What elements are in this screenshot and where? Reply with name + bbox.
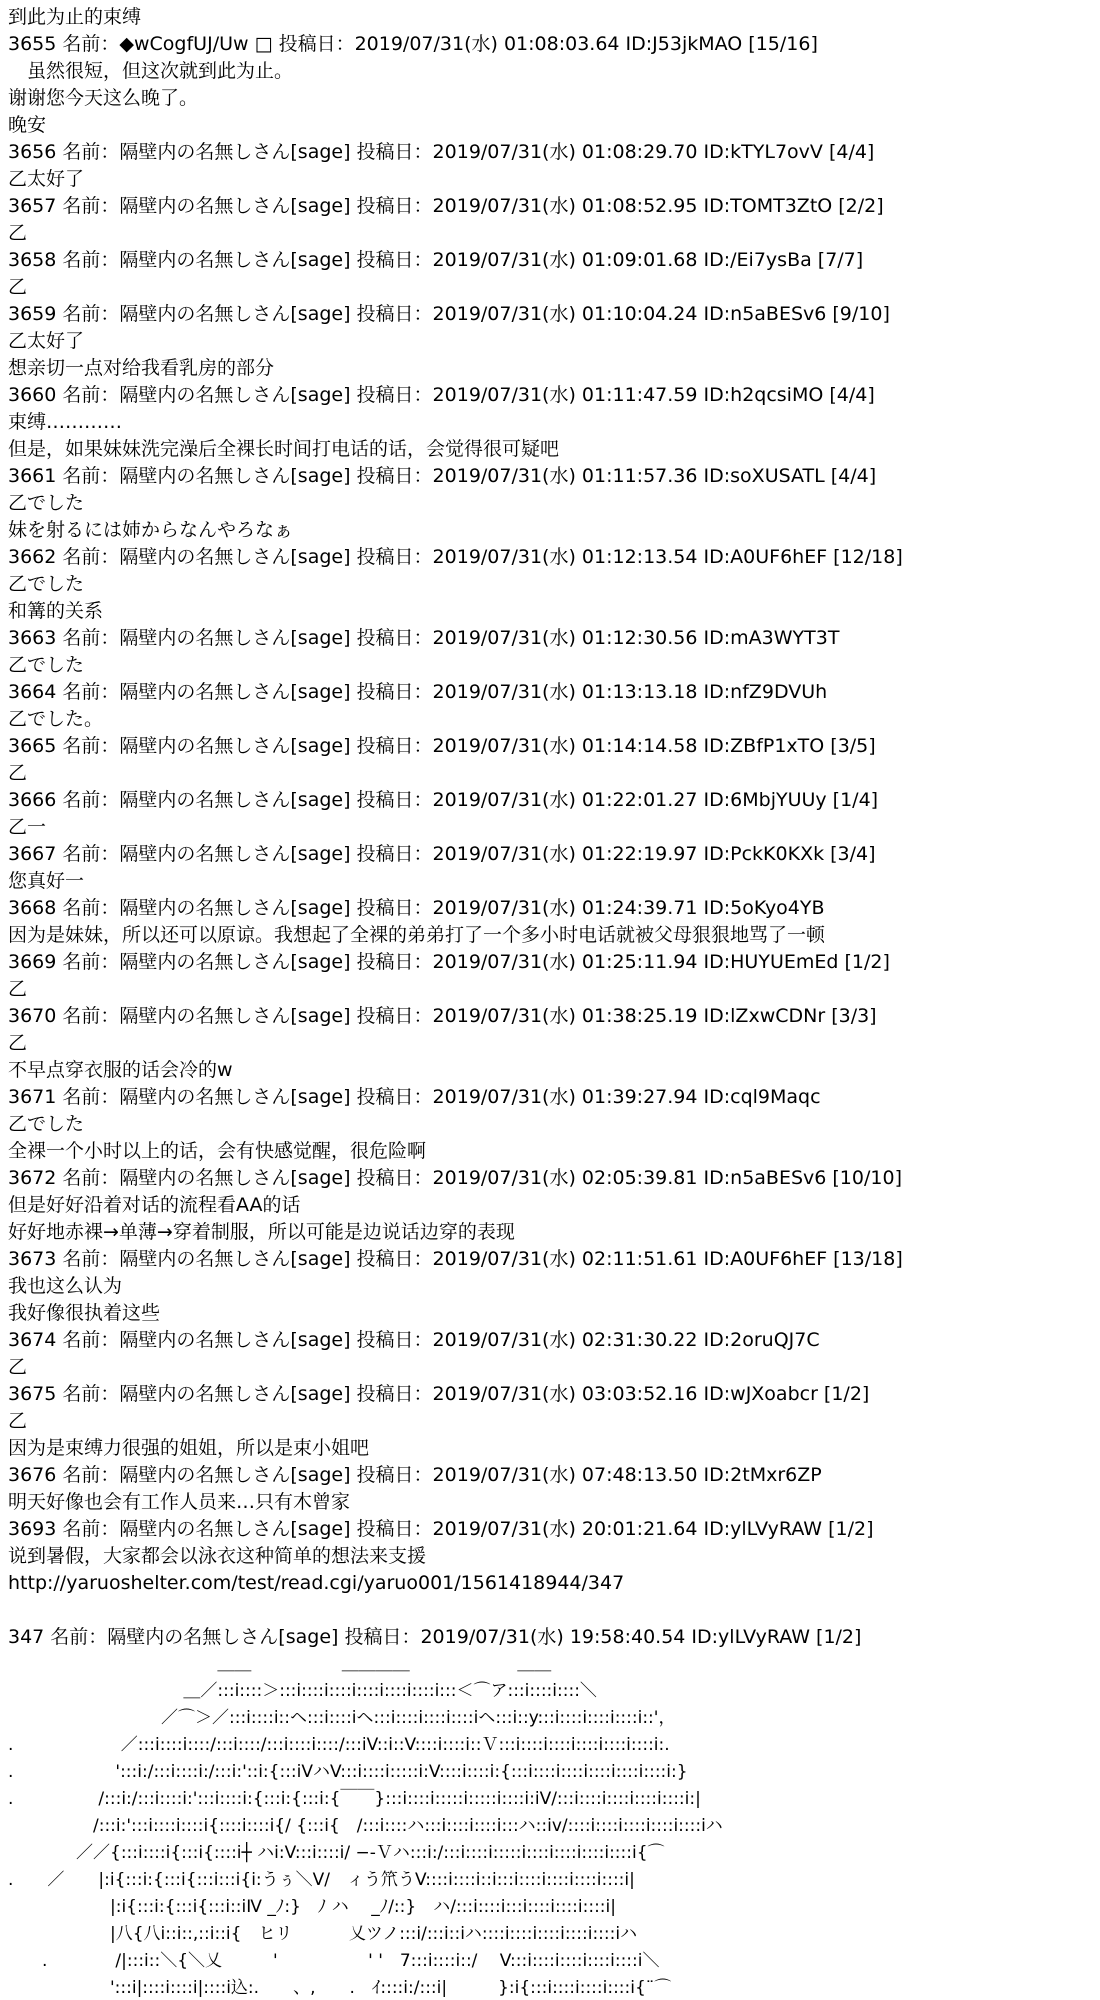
post-text: 乙でした。 <box>8 708 104 730</box>
ascii-art-line: ／⌒＞／:::i::::i::ヘ:::i::::iヘ:::i::::i::::i::::iヘ:::i::y:::i::::i::::i::::i::'， <box>8 1708 676 1728</box>
post-text: 乙でした <box>8 492 85 514</box>
post-text: 乙でした <box>8 573 85 595</box>
post-text: 和篝的关系 <box>8 600 104 622</box>
ascii-art-line: ＿／:::i::::＞:::i::::i::::i::::i::::i::::i:::＜⌒ア:::i::::i::::＼ <box>8 1681 597 1701</box>
post-text: 想亲切一点对给我看乳房的部分 <box>8 357 275 379</box>
ascii-art-line: . /:::i:/:::i::::i:':::i::::i:{:::i:{:::i:{￣￣}:::i::::i:::::i:::::i::::i:iV/:::i::::i::::i::::i::::i:| <box>8 1789 701 1809</box>
post-header: 3672 名前：隔壁内の名無しさん[sage] 投稿日：2019/07/31(水) 02:05:39.81 ID:n5aBESv6 [10/10] <box>8 1167 902 1189</box>
ascii-art-line: ＿＿ ＿＿＿＿ ＿＿ <box>8 1654 552 1674</box>
ascii-art-line: |八{八i::i::,::i::i{ ヒリ 乂ツノ:::i/:::i::iハ::::i::::i::::i::::i::::iハ <box>8 1924 638 1944</box>
ascii-art-line: . ／ |:i{:::i:{:::i{:::i:::i{i:うぅ＼V/ ィう笊うV::::i::::i::i:::i::::i::::i::::i::::i| <box>8 1870 635 1890</box>
post-text: 全裸一个小时以上的话，会有快感觉醒，很危险啊 <box>8 1140 427 1162</box>
post-text: 乙一 <box>8 816 47 838</box>
post-header: 3674 名前：隔壁内の名無しさん[sage] 投稿日：2019/07/31(水) 02:31:30.22 ID:2oruQJ7C <box>8 1329 820 1351</box>
ascii-art-line: /:::i:':::i::::i::::i{::::i::::i{/ {:::i{ /:::i::::ハ:::i::::i::::i:::ハ::iv/::::i::::i::::i::::i::::iハ <box>8 1816 723 1836</box>
post-header: 3670 名前：隔壁内の名無しさん[sage] 投稿日：2019/07/31(水) 01:38:25.19 ID:lZxwCDNr [3/3] <box>8 1005 877 1027</box>
post-text: 乙でした <box>8 654 85 676</box>
post-text <box>8 1597 1092 1624</box>
post-header: 3671 名前：隔壁内の名無しさん[sage] 投稿日：2019/07/31(水) 01:39:27.94 ID:cql9Maqc <box>8 1086 821 1108</box>
post-text: 乙太好了 <box>8 330 85 352</box>
post-text: 但是好好沿着对话的流程看AA的话 <box>8 1194 301 1216</box>
post-header: 3657 名前：隔壁内の名無しさん[sage] 投稿日：2019/07/31(水) 01:08:52.95 ID:TOMT3ZtO [2/2] <box>8 195 884 217</box>
post-text: 我也这么认为 <box>8 1275 123 1297</box>
post-list <box>8 4 1092 1651</box>
thread-link[interactable]: http://yaruoshelter.com/test/read.cgi/yaruo001/1561418944/347 <box>8 1572 625 1594</box>
post-header: 3659 名前：隔壁内の名無しさん[sage] 投稿日：2019/07/31(水) 01:10:04.24 ID:n5aBESv6 [9/10] <box>8 303 890 325</box>
ascii-art-line: . ':::i:/:::i::::i:/:::i:'::i:{:::iVハV:::i::::i:::::i:V::::i::::i:{:::i::::i::::i::::i::::i::::i:} <box>8 1762 688 1782</box>
post-text: 妹を射るには姉からなんやろなぁ <box>8 519 294 541</box>
post-text: 因为是束缚力很强的姐姐，所以是束小姐吧 <box>8 1437 370 1459</box>
post-text: 乙 <box>8 978 28 1000</box>
post-header: 3673 名前：隔壁内の名無しさん[sage] 投稿日：2019/07/31(水) 02:11:51.61 ID:A0UF6hEF [13/18] <box>8 1248 903 1270</box>
ascii-art-line: . /|:::i::＼{＼乂 ' ' ' 7:::i::::i::/ V:::i::::i::::i::::i::::i＼ <box>8 1951 660 1971</box>
post-text: 乙 <box>8 762 28 784</box>
post-header: 3669 名前：隔壁内の名無しさん[sage] 投稿日：2019/07/31(水) 01:25:11.94 ID:HUYUEmEd [1/2] <box>8 951 890 973</box>
post-header: 3664 名前：隔壁内の名無しさん[sage] 投稿日：2019/07/31(水) 01:13:13.18 ID:nfZ9DVUh <box>8 681 828 703</box>
post-text: 乙 <box>8 1410 28 1432</box>
post-text: 明天好像也会有工作人员来…只有木曾家 <box>8 1491 351 1513</box>
post-text: 说到暑假，大家都会以泳衣这种简单的想法来支援 <box>8 1545 427 1567</box>
ascii-art-line: ':::i|::::i::::i|::::i込:. 、, . ｲ::::i:/:::i| }:i{:::i::::i::::i::::i{¨⌒ <box>8 1978 672 1998</box>
post-header: 3658 名前：隔壁内の名無しさん[sage] 投稿日：2019/07/31(水) 01:09:01.68 ID:/Ei7ysBa [7/7] <box>8 249 864 271</box>
post-text: 乙 <box>8 276 28 298</box>
post-text: 束缚………… <box>8 411 123 433</box>
post-text: 乙 <box>8 1356 28 1378</box>
post-header: 3667 名前：隔壁内の名無しさん[sage] 投稿日：2019/07/31(水) 01:22:19.97 ID:PckK0KXk [3/4] <box>8 843 876 865</box>
post-header: 3655 名前：◆wCogfUJ/Uw □ 投稿日：2019/07/31(水) 01:08:03.64 ID:J53jkMAO [15/16] <box>8 33 818 55</box>
post-header: 3668 名前：隔壁内の名無しさん[sage] 投稿日：2019/07/31(水) 01:24:39.71 ID:5oKyo4YB <box>8 897 825 919</box>
post-text: 乙太好了 <box>8 168 85 190</box>
post-header: 3665 名前：隔壁内の名無しさん[sage] 投稿日：2019/07/31(水) 01:14:14.58 ID:ZBfP1xTO [3/5] <box>8 735 876 757</box>
post-header: 3676 名前：隔壁内の名無しさん[sage] 投稿日：2019/07/31(水) 07:48:13.50 ID:2tMxr6ZP <box>8 1464 822 1486</box>
post-text: 晚安 <box>8 114 47 136</box>
post-text: 乙でした <box>8 1113 85 1135</box>
post-header: 3661 名前：隔壁内の名無しさん[sage] 投稿日：2019/07/31(水) 01:11:57.36 ID:soXUSATL [4/4] <box>8 465 877 487</box>
post-header: 3675 名前：隔壁内の名無しさん[sage] 投稿日：2019/07/31(水) 03:03:52.16 ID:wJXoabcr [1/2] <box>8 1383 870 1405</box>
ascii-art-line: . ／:::i::::i::::/:::i::::/:::i::::i::::/:::iV::i::V::::i::::i::Ｖ:::i::::i::::i::::i::::i::::i:. <box>8 1735 670 1755</box>
post-header: 347 名前：隔壁内の名無しさん[sage] 投稿日：2019/07/31(水) 19:58:40.54 ID:ylLVyRAW [1/2] <box>8 1626 862 1648</box>
ascii-art-line: ／／{:::i::::i{:::i{::::i┼ ハi:V:::i::::i/ −-Ｖハ:::i:/:::i::::i:::::i::::i::::i::::i::::i{⌒ <box>8 1843 665 1863</box>
post-text: 因为是妹妹，所以还可以原谅。我想起了全裸的弟弟打了一个多小时电话就被父母狠狠地骂了一顿 <box>8 924 826 946</box>
post-text: 乙 <box>8 1032 28 1054</box>
post-text: 乙 <box>8 222 28 244</box>
post-text: 好好地赤裸→单薄→穿着制服，所以可能是边说话边穿的表现 <box>8 1221 515 1243</box>
post-text: 但是，如果妹妹洗完澡后全裸长时间打电话的话，会觉得很可疑吧 <box>8 438 560 460</box>
post-header: 3663 名前：隔壁内の名無しさん[sage] 投稿日：2019/07/31(水) 01:12:30.56 ID:mA3WYT3T <box>8 627 840 649</box>
post-header: 3656 名前：隔壁内の名無しさん[sage] 投稿日：2019/07/31(水) 01:08:29.70 ID:kTYL7ovV [4/4] <box>8 141 875 163</box>
post-header: 3660 名前：隔壁内の名無しさん[sage] 投稿日：2019/07/31(水) 01:11:47.59 ID:h2qcsiMO [4/4] <box>8 384 875 406</box>
post-text: 虽然很短，但这次就到此为止。 <box>8 60 294 82</box>
post-text: 到此为止的束缚 <box>8 6 142 28</box>
ascii-art <box>8 1651 1092 2000</box>
ascii-art-line: |:i{:::i:{:::i{:::i::iⅣ _ﾉ:} ﾉ ハ _ﾉ/::} ハ/:::i::::i:::i::::i::::i::::i| <box>8 1897 616 1917</box>
post-text: 您真好一 <box>8 870 85 892</box>
post-header: 3693 名前：隔壁内の名無しさん[sage] 投稿日：2019/07/31(水) 20:01:21.64 ID:ylLVyRAW [1/2] <box>8 1518 874 1540</box>
post-header: 3666 名前：隔壁内の名無しさん[sage] 投稿日：2019/07/31(水) 01:22:01.27 ID:6MbjYUUy [1/4] <box>8 789 879 811</box>
post-text: 我好像很执着这些 <box>8 1302 161 1324</box>
post-text: 不早点穿衣服的话会冷的w <box>8 1059 233 1081</box>
post-header: 3662 名前：隔壁内の名無しさん[sage] 投稿日：2019/07/31(水) 01:12:13.54 ID:A0UF6hEF [12/18] <box>8 546 903 568</box>
post-text: 谢谢您今天这么晚了。 <box>8 87 199 109</box>
